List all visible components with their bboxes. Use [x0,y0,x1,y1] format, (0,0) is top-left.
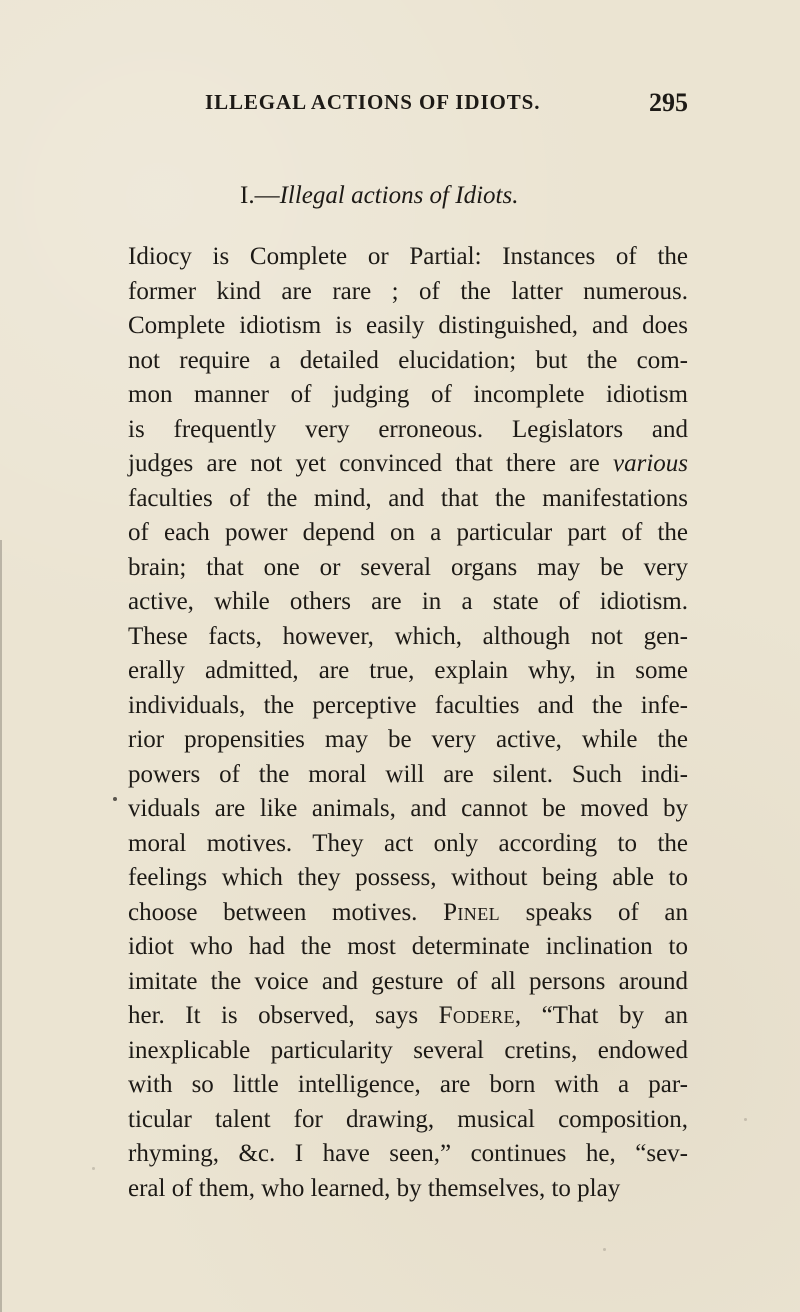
text-line: individuals, the perceptive faculties and the infe- [128,691,688,719]
text-run: speaks of an [525,898,689,926]
text-line: eral of them, who learned, by themselves, to play [128,1174,621,1202]
text-line: feelings which they possess, without being able to [128,864,688,891]
text-line: Complete idiotism is easily distinguished, and does [128,312,688,339]
text-line: rhyming, &c. I have seen,” continues he, “sev- [128,1140,688,1167]
text-line [128,447,688,482]
text-line: viduals are like animals, and cannot be moved by [128,795,688,822]
section-heading [240,182,518,210]
page-number: 295 [649,88,688,117]
paper-speck [92,1167,95,1170]
text-line: is frequently very erroneous. Legislators and [128,415,688,443]
text-line: imitate the voice and gesture of all persons around [128,967,688,995]
section-number: I.— [240,182,280,209]
text-line: of each power depend on a particular part of the [128,519,688,546]
text-line: former kind are rare ; of the latter numerous. [128,277,688,305]
text-line [128,999,688,1034]
margin-mark [113,797,117,801]
running-head [0,88,800,122]
text-line: erally admitted, are true, explain why, in some [128,657,688,684]
running-title: ILLEGAL ACTIONS OF IDIOTS. [205,90,541,114]
text-line: faculties of the mind, and that the manifestations [128,484,688,512]
page-edge-line [0,540,2,1312]
author-name: Pinel [443,898,500,926]
text-line: rior propensities may be very active, while the [128,726,688,753]
text-run: judges are not yet convinced that there are [128,450,600,477]
text-run: her. It is observed, says [128,1002,419,1029]
text-run: , “That by an [514,1002,688,1029]
text-line: These facts, however, which, although not gen- [128,622,688,650]
text-line: idiot who had the most determinate inclination to [128,933,688,960]
text-line: with so little intelligence, are born with a par- [128,1071,688,1098]
text-line: not require a detailed elucidation; but the com- [128,346,688,374]
body-text [128,240,688,1206]
paper-speck [603,1248,606,1251]
text-line: Idiocy is Complete or Partial: Instances of the [128,243,688,270]
author-name: Fodere [438,1002,515,1029]
text-line: powers of the moral will are silent. Such indi- [128,760,688,788]
text-run: choose between motives. [128,898,418,926]
text-line: moral motives. They act only according to the [128,829,688,857]
text-line: brain; that one or several organs may be very [128,553,688,581]
section-title: Illegal actions of Idiots. [279,182,519,209]
text-line: inexplicable particularity several cretins, endowed [128,1036,688,1064]
text-line [128,896,688,931]
text-line: active, while others are in a state of idiotism. [128,588,688,615]
paper-speck [744,1118,747,1121]
text-line: mon manner of judging of incomplete idiotism [128,381,688,408]
italic-word: various [613,450,689,477]
text-line: ticular talent for drawing, musical composition, [128,1105,688,1133]
